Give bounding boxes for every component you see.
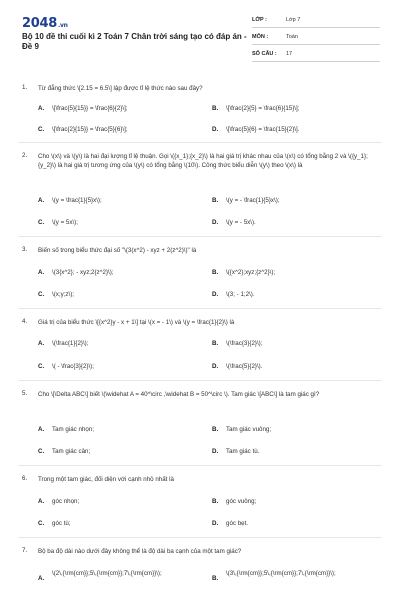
divider [18, 308, 382, 309]
question-text: Trong một tam giác, đối diện với cạnh nhỏ nhất là [38, 476, 174, 483]
meta-key-subject: MÔN : [252, 34, 269, 40]
question-number: 3. [22, 246, 28, 253]
question-number: 6. [22, 475, 28, 482]
question-text: Biến số trong biểu thức đại số "\(3(x^2) - xyz + 2(z^2)\)" là [38, 247, 197, 254]
meta-value-class: Lớp 7 [286, 17, 301, 23]
meta-info [252, 14, 380, 65]
divider [18, 465, 382, 466]
document-title: Bộ 10 đề thi cuối kì 2 Toán 7 Chân trời sáng tạo có đáp án - Đề 9 [22, 32, 247, 51]
question-number: 5. [22, 390, 28, 397]
logo-text: 2048 [22, 16, 57, 31]
question-text: Từ đẳng thức \[2.15 = 6.5\] lập được tỉ lệ thức nào sau đây? [38, 85, 203, 92]
meta-row-class [252, 14, 380, 28]
logo-tld: .vn [57, 22, 68, 29]
question-text: Bộ ba độ dài nào dưới đây không thể là độ dài ba cạnh của một tam giác? [38, 548, 242, 555]
question-text: Cho \(x\) và \(y\) là hai đại lượng tỉ lệ thuận. Gọi \({x_1};{x_2}\) là hai giá trị khác nhau của \(x\) có tổng bằng 2 và \({y_1};{y_2}\) là hai giá trị tương ứng của \(y\) có tổng bằng \(10\). Công thức biểu diễn \(y\) theo \(x\) là [38, 153, 368, 169]
meta-value-count: 17 [286, 51, 293, 57]
divider [18, 380, 382, 381]
meta-value-subject: Toán [286, 34, 298, 40]
meta-key-class: LỚP : [252, 17, 267, 23]
question-number: 7. [22, 547, 28, 554]
meta-row-subject [252, 31, 380, 45]
question-number: 4. [22, 318, 28, 325]
divider [18, 236, 382, 237]
meta-row-count [252, 48, 380, 62]
divider [18, 537, 382, 538]
question-text: Cho \[\Delta ABC\] biết \(\widehat A = 40^\circ ,\widehat B = 50^\circ \). Tam giác \[ABC\] là tam giác gì? [38, 391, 320, 398]
question-number: 1. [22, 84, 28, 91]
question-text: Giá trị của biểu thức \[{x^2}y - x + 1\] tại \(x = - 1\) và \(y = \frac{1}{2}\) là [38, 319, 235, 326]
question-number: 2. [22, 152, 28, 159]
meta-key-count: SỐ CÂU : [252, 51, 277, 57]
page-header [0, 0, 400, 60]
site-logo[interactable] [22, 16, 68, 31]
divider [18, 142, 382, 143]
